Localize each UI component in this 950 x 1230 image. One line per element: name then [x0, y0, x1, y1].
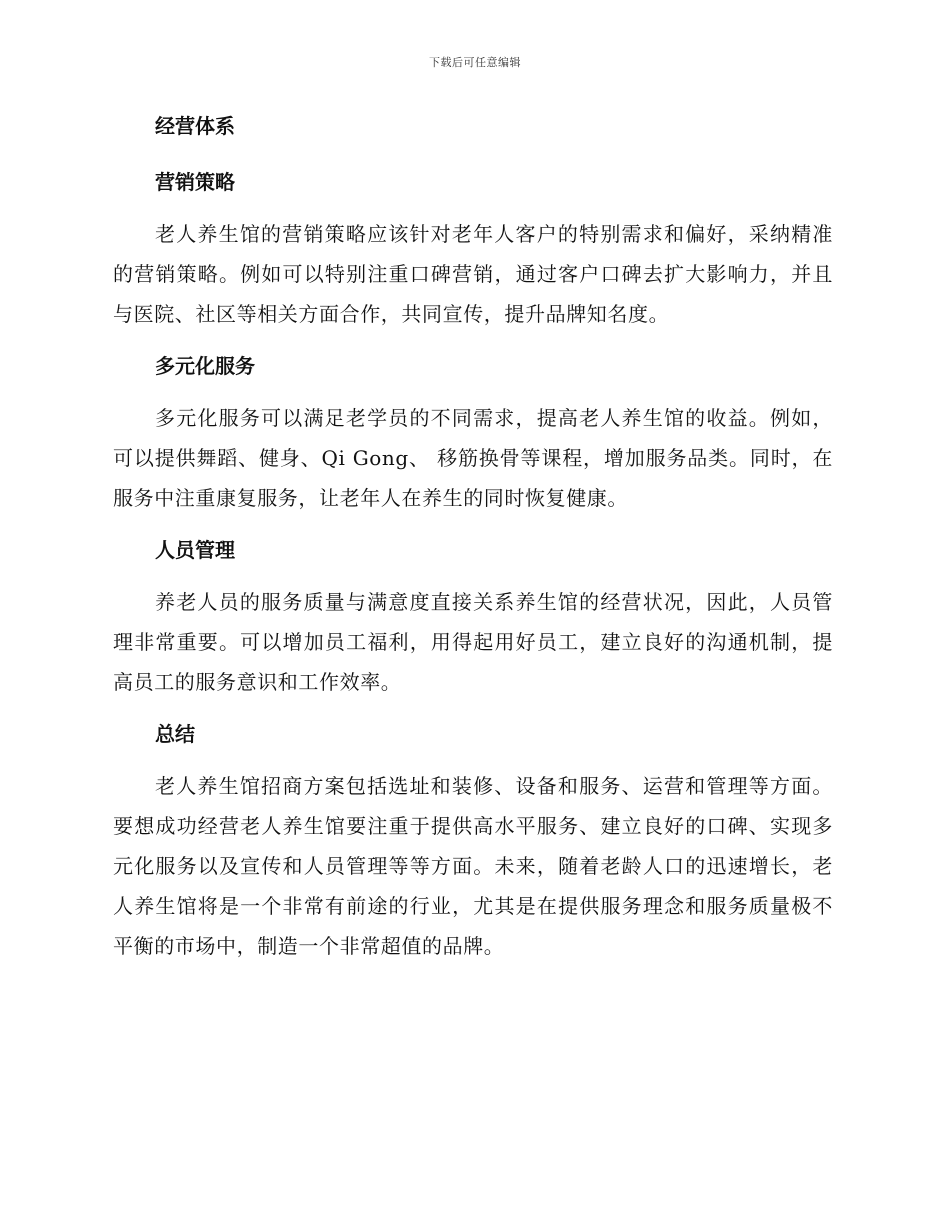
section-heading-summary: 总结	[155, 722, 195, 746]
section-heading-staff-management: 人员管理	[155, 538, 235, 562]
main-heading: 经营体系	[155, 114, 235, 138]
section-paragraph-diversified-services: 多元化服务可以满足老学员的不同需求，提高老人养生馆的收益。例如，可以提供舞蹈、健身、Qi Gong、 移筋换骨等课程，增加服务品类。同时，在服务中注重康复服务，让老年人在养生的同时恢复健康。	[113, 406, 833, 510]
section-heading-diversified-services: 多元化服务	[155, 354, 255, 378]
section-heading-marketing: 营销策略	[155, 170, 235, 194]
section-paragraph-marketing: 老人养生馆的营销策略应该针对老年人客户的特别需求和偏好，采纳精准的营销策略。例如可以特别注重口碑营销，通过客户口碑去扩大影响力，并且与医院、社区等相关方面合作，共同宣传，提升品牌知名度。	[113, 222, 833, 326]
page-header-note: 下载后可任意编辑	[429, 56, 521, 69]
document-body	[113, 108, 833, 980]
section-paragraph-staff-management: 养老人员的服务质量与满意度直接关系养生馆的经营状况，因此，人员管理非常重要。可以增加员工福利，用得起用好员工，建立良好的沟通机制，提高员工的服务意识和工作效率。	[113, 590, 833, 694]
section-paragraph-summary: 老人养生馆招商方案包括选址和装修、设备和服务、运营和管理等方面。要想成功经营老人养生馆要注重于提供高水平服务、建立良好的口碑、实现多元化服务以及宣传和人员管理等等方面。未来，随着老龄人口的迅速增长，老人养生馆将是一个非常有前途的行业，尤其是在提供服务理念和服务质量极不平衡的市场中，制造一个非常超值的品牌。	[113, 774, 833, 958]
